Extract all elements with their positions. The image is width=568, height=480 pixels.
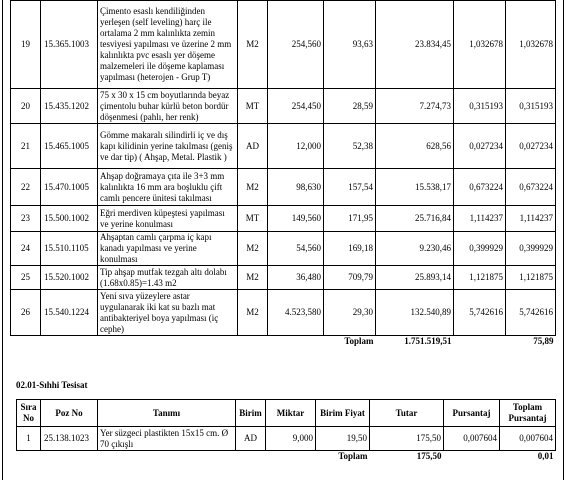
header-ratio: Pursantaj <box>444 400 500 427</box>
amount: 25.893,14 <box>376 266 454 290</box>
item-description: Çimento esaslı kendiliğinden yerleşen (self leveling) harç ile ortalama 2 mm kalınlıkta zemin tesviyesi yapılması ve üzerine 2 mm kalınlıkta pvc esaslı yer döşeme malzemeleri ile döşeme kaplaması yapılması (heterojen - Grup T) <box>98 1 238 89</box>
total-ratio: 5,742616 <box>506 290 556 336</box>
ratio: 1,032678 <box>454 1 506 89</box>
table-total-row <box>17 451 556 463</box>
row-number: 21 <box>11 124 41 169</box>
amount: 628,56 <box>376 124 454 169</box>
amount: 7.274,73 <box>376 89 454 124</box>
quantity: 149,560 <box>268 206 324 232</box>
page-border-left <box>2 0 3 480</box>
quantity: 12,000 <box>268 124 324 169</box>
quantity: 254,450 <box>268 89 324 124</box>
unit-price: 52,38 <box>324 124 376 169</box>
header-qty: Miktar <box>266 400 316 427</box>
table-row <box>11 206 556 232</box>
row-number: 20 <box>11 89 41 124</box>
total-label: Toplam <box>338 451 368 461</box>
amount: 25.716,84 <box>376 206 454 232</box>
poz-no: 15.500.1002 <box>41 206 98 232</box>
ratio: 0,399929 <box>454 232 506 266</box>
unit-price: 19,50 <box>316 427 370 451</box>
unit-price: 29,30 <box>324 290 376 336</box>
ratio: 0,673224 <box>454 169 506 206</box>
row-number: 24 <box>11 232 41 266</box>
table-row <box>11 290 556 336</box>
unit: M2 <box>238 232 268 266</box>
table-row <box>11 266 556 290</box>
amount: 15.538,17 <box>376 169 454 206</box>
quantity: 254,560 <box>268 1 324 89</box>
poz-no: 15.435.1202 <box>41 89 98 124</box>
table-row <box>11 89 556 124</box>
total-amount: 175,50 <box>416 451 442 461</box>
unit: M2 <box>238 169 268 206</box>
poz-no: 15.510.1105 <box>41 232 98 266</box>
quantity: 9,000 <box>266 427 316 451</box>
header-price: Birim Fiyat <box>316 400 370 427</box>
table-row <box>11 232 556 266</box>
unit: AD <box>238 124 268 169</box>
header-no: Sıra No <box>17 400 41 427</box>
total-ratio: 1,032678 <box>506 1 556 89</box>
table-row <box>11 1 556 89</box>
total-ratio: 0,027234 <box>506 124 556 169</box>
poz-no: 15.465.1005 <box>41 124 98 169</box>
amount: 9.230,46 <box>376 232 454 266</box>
total-amount: 1.751.519,51 <box>404 336 452 346</box>
item-description: Yeni sıva yüzeylere astar uygulanarak iki kat su bazlı mat antibakteriyel boya yapılması (iç cephe) <box>98 290 238 336</box>
total-ratio: 0,399929 <box>506 232 556 266</box>
page-border-right <box>563 0 564 480</box>
amount: 132.540,89 <box>376 290 454 336</box>
row-number: 22 <box>11 169 41 206</box>
quantity: 36,480 <box>268 266 324 290</box>
header-total-ratio: Toplam Pursantaj <box>500 400 556 427</box>
header-desc: Tanımı <box>98 400 236 427</box>
amount: 23.834,45 <box>376 1 454 89</box>
table-row <box>17 427 556 451</box>
quantity: 54,560 <box>268 232 324 266</box>
item-description: Ahşap doğramaya çıta ile 3+3 mm kalınlıkta 16 mm ara boşluklu çift camlı pencere ünitesi takılması <box>98 169 238 206</box>
unit-price: 93,63 <box>324 1 376 89</box>
total-ratio: 0,007604 <box>500 427 556 451</box>
ratio: 1,114237 <box>454 206 506 232</box>
poz-no: 15.470.1005 <box>41 169 98 206</box>
total-ratio: 75,89 <box>533 336 554 346</box>
unit: M2 <box>238 1 268 89</box>
unit: AD <box>236 427 266 451</box>
row-number: 23 <box>11 206 41 232</box>
total-ratio: 0,315193 <box>506 89 556 124</box>
poz-no: 25.138.1023 <box>41 427 98 451</box>
header-poz: Poz No <box>41 400 98 427</box>
table-row <box>11 124 556 169</box>
unit-price: 171,95 <box>324 206 376 232</box>
poz-no: 15.540.1224 <box>41 290 98 336</box>
table-header-row <box>17 400 556 427</box>
row-number: 26 <box>11 290 41 336</box>
row-number: 25 <box>11 266 41 290</box>
unit: MT <box>238 89 268 124</box>
header-unit: Birim <box>236 400 266 427</box>
cost-table-main <box>10 0 556 347</box>
unit: M2 <box>238 290 268 336</box>
unit-price: 709,79 <box>324 266 376 290</box>
ratio: 1,121875 <box>454 266 506 290</box>
unit: M2 <box>238 266 268 290</box>
total-ratio: 1,121875 <box>506 266 556 290</box>
item-description: 75 x 30 x 15 cm boyutlarında beyaz çimentolu buhar kürlü beton bordür döşenmesi (pahlı, her renk) <box>98 89 238 124</box>
table-total-row <box>11 336 556 348</box>
quantity: 4.523,580 <box>268 290 324 336</box>
amount: 175,50 <box>370 427 444 451</box>
row-number: 19 <box>11 1 41 89</box>
unit-price: 28,59 <box>324 89 376 124</box>
table-row <box>11 169 556 206</box>
unit: MT <box>238 206 268 232</box>
total-ratio: 0,01 <box>537 451 554 461</box>
item-description: Ahşaptan camlı çarpma iç kapı kanadı yapılması ve yerine konulması <box>98 232 238 266</box>
poz-no: 15.365.1003 <box>41 1 98 89</box>
row-number: 1 <box>17 427 41 451</box>
unit-price: 157,54 <box>324 169 376 206</box>
ratio: 0,027234 <box>454 124 506 169</box>
cost-table-sanitary <box>16 399 556 462</box>
total-ratio: 1,114237 <box>506 206 556 232</box>
item-description: Tip ahşap mutfak tezgah altı dolabı (1.68x0.85)=1.43 m2 <box>98 266 238 290</box>
header-amount: Tutar <box>370 400 444 427</box>
total-label: Toplam <box>344 336 374 346</box>
ratio: 0,315193 <box>454 89 506 124</box>
poz-no: 15.520.1002 <box>41 266 98 290</box>
ratio: 0,007604 <box>444 427 500 451</box>
unit-price: 169,18 <box>324 232 376 266</box>
item-description: Eğri merdiven küpeştesi yapılması ve yerine konulması <box>98 206 238 232</box>
section-title: 02.01-Sıhhi Tesisat <box>16 380 88 390</box>
item-description: Yer süzgeci plastikten 15x15 cm. Ø 70 çıkışlı <box>98 427 236 451</box>
total-ratio: 0,673224 <box>506 169 556 206</box>
ratio: 5,742616 <box>454 290 506 336</box>
quantity: 98,630 <box>268 169 324 206</box>
item-description: Gömme makaralı silindirli iç ve dış kapı kilidinin yerine takılması (geniş ve dar tip) ( Ahşap, Metal. Plastik ) <box>98 124 238 169</box>
